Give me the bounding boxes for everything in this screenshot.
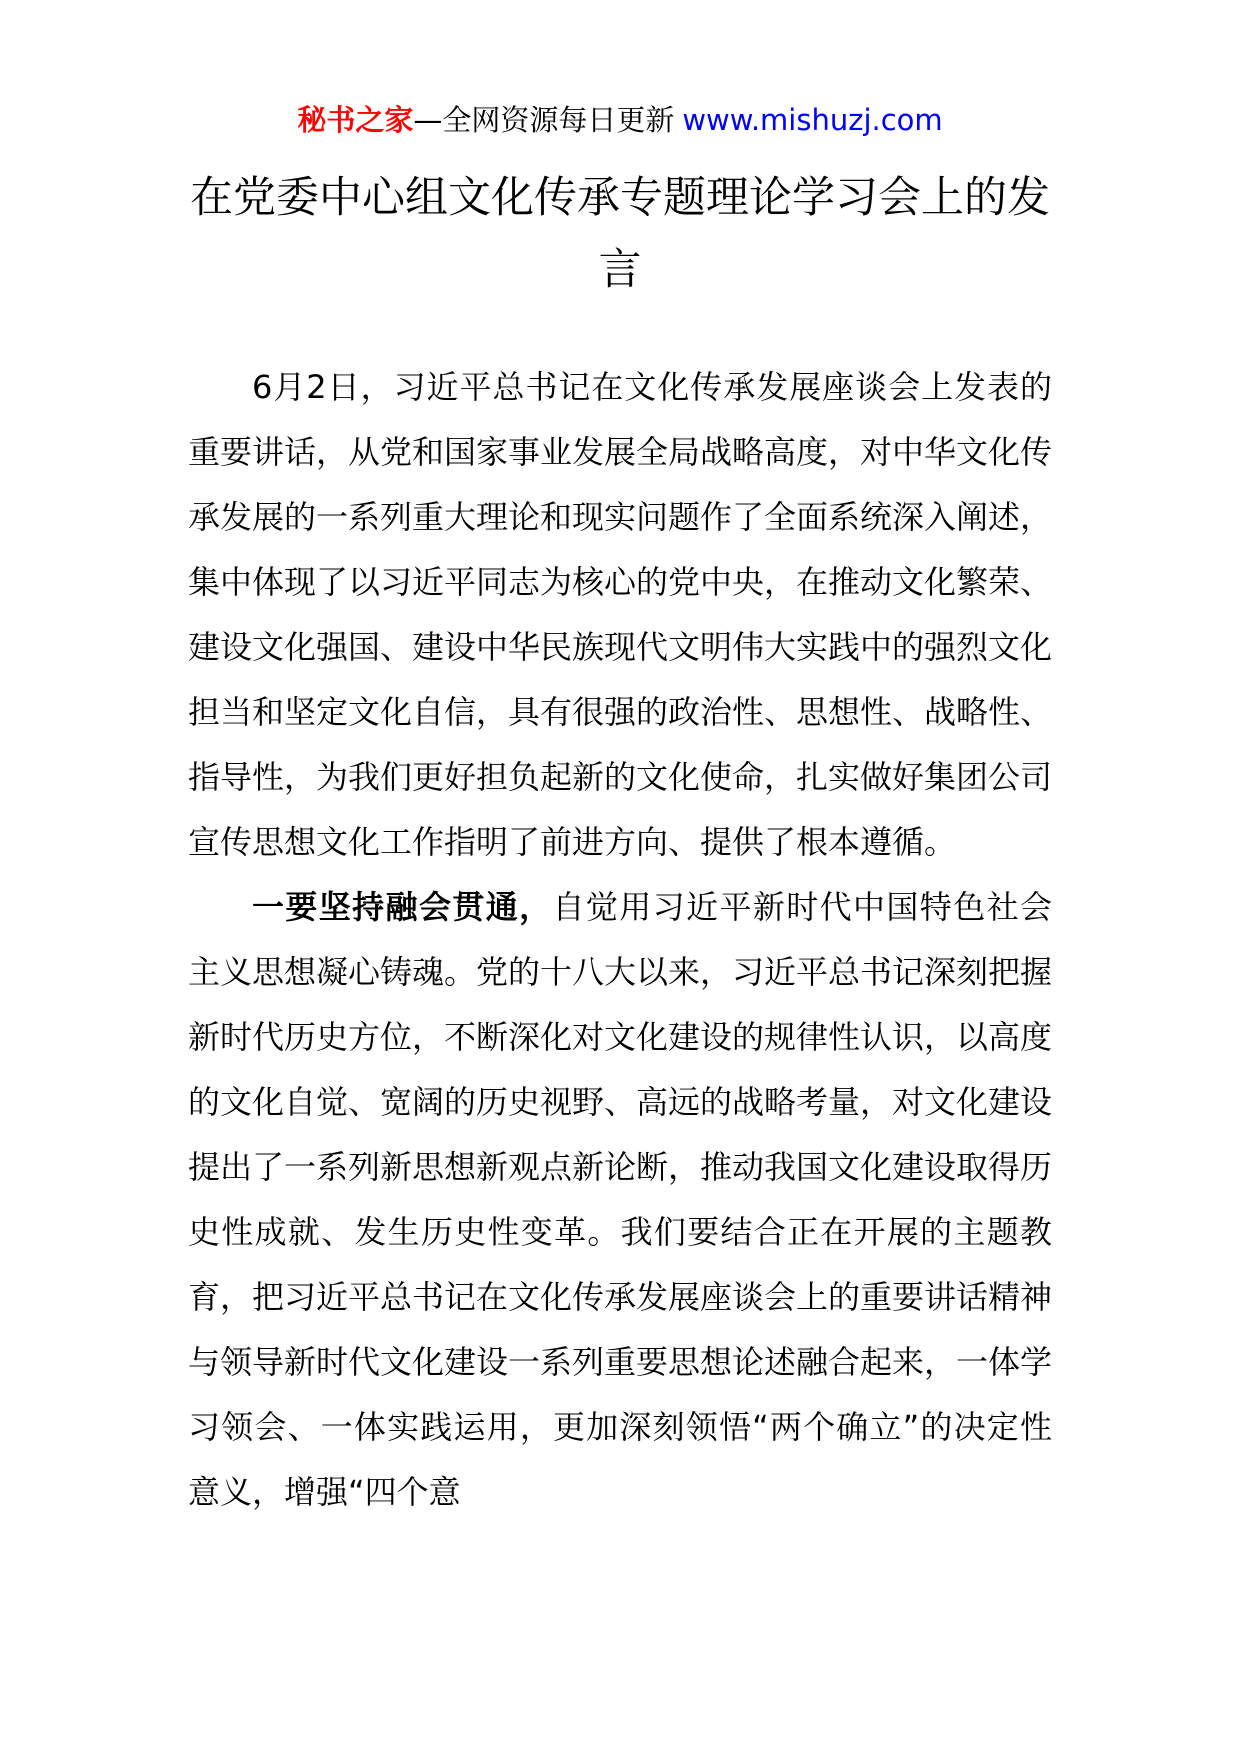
paragraph-1-text: 6月2日，习近平总书记在文化传承发展座谈会上发表的重要讲话，从党和国家事业发展全局战略高度，对中华文化传承发展的一系列重大理论和现实问题作了全面系统深入阐述，集中体现了以习近平同志为核心的党中央，在推动文化繁荣、建设文化强国、建设中华民族现代文明伟大实践中的强烈文化担当和坚定文化自信，具有很强的政治性、思想性、战略性、指导性，为我们更好担负起新的文化使命，扎实做好集团公司宣传思想文化工作指明了前进方向、提供了根本遵循。 [188,368,1053,861]
site-brand: 秘书之家 [297,103,414,137]
paragraph-2-lead: 一要坚持融会贯通， [252,888,553,926]
site-tagline: —全网资源每日更新 [413,103,675,137]
paragraph-1 [188,355,1052,875]
paragraph-2-text: 自觉用习近平新时代中国特色社会主义思想凝心铸魂。党的十八大以来，习近平总书记深刻把握新时代历史方位，不断深化对文化建设的规律性认识，以高度的文化自觉、宽阔的历史视野、高远的战略考量，对文化建设提出了一系列新思想新观点新论断，推动我国文化建设取得历史性成就、发生历史性变革。我们要结合正在开展的主题教育，把习近平总书记在文化传承发展座谈会上的重要讲话精神与领导新时代文化建设一系列重要思想论述融合起来，一体学习领会、一体实践运用，更加深刻领悟“两个确立”的决定性意义，增强“四个意 [188,888,1053,1511]
site-url-link[interactable]: www.mishuzj.com [682,103,943,137]
document-body [188,355,1052,1525]
document-title: 在党委中心组文化传承专题理论学习会上的发言 [190,173,1050,295]
site-header [0,100,1240,140]
paragraph-2 [188,875,1052,1525]
